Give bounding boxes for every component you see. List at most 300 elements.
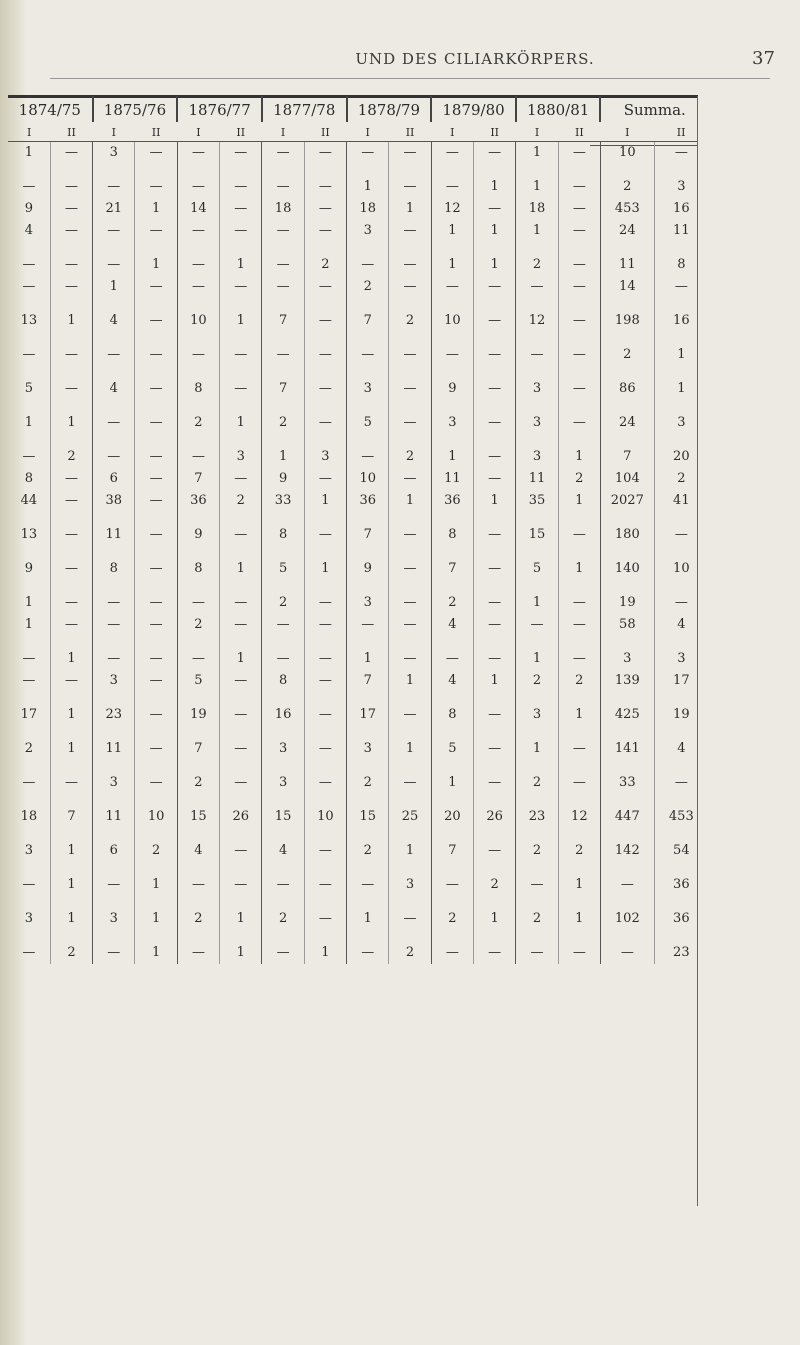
- table-cell: —: [600, 874, 654, 896]
- table-cell: 2: [431, 908, 473, 930]
- spacer-cell: [474, 512, 516, 524]
- table-cell: 3: [93, 908, 135, 930]
- table-cell: 11: [93, 738, 135, 760]
- table-cell: 10: [135, 806, 177, 828]
- table-cell: 10: [654, 558, 708, 580]
- table-cell: 1: [474, 670, 516, 692]
- table-cell: —: [389, 142, 431, 164]
- sub-header-ii: II: [236, 125, 246, 139]
- table-cell: —: [304, 468, 346, 490]
- spacer-cell: [431, 896, 473, 908]
- table-cell: —: [654, 524, 708, 546]
- row-spacer: [8, 366, 708, 378]
- table-cell: —: [262, 942, 304, 964]
- table-cell: 35: [516, 490, 558, 512]
- table-cell: 1: [516, 648, 558, 670]
- table-cell: 2: [177, 908, 219, 930]
- table-row: [8, 704, 708, 726]
- table-cell: 1: [347, 908, 389, 930]
- spacer-cell: [389, 400, 431, 412]
- spacer-cell: [516, 332, 558, 344]
- spacer-cell: [262, 930, 304, 942]
- spacer-cell: [220, 366, 262, 378]
- table-cell: —: [135, 490, 177, 512]
- table-cell: —: [654, 772, 708, 794]
- table-cell: 17: [20, 707, 38, 722]
- table-cell: —: [474, 378, 516, 400]
- sub-header-i: I: [534, 125, 540, 139]
- table-cell: 15: [516, 524, 558, 546]
- table-cell: —: [50, 344, 92, 366]
- sub-header-i: I: [450, 125, 455, 139]
- spacer-cell: [93, 930, 135, 942]
- table-cell: —: [22, 877, 36, 892]
- spacer-cell: [8, 896, 50, 908]
- table-row: [8, 840, 708, 862]
- spacer-cell: [474, 400, 516, 412]
- table-cell: —: [220, 524, 262, 546]
- spacer-cell: [558, 164, 600, 176]
- spacer-cell: [516, 636, 558, 648]
- spacer-cell: [135, 298, 177, 310]
- table-cell: 36: [654, 908, 708, 930]
- table-cell: 2: [220, 490, 262, 512]
- table-cell: 18: [20, 809, 38, 824]
- table-cell: —: [558, 378, 600, 400]
- table-cell: —: [135, 592, 177, 614]
- sub-header-i: I: [280, 125, 286, 139]
- table-cell: 425: [600, 704, 654, 726]
- table-cell: —: [262, 648, 304, 670]
- table-cell: —: [262, 614, 304, 636]
- spacer-cell: [50, 794, 92, 806]
- table-cell: 1: [389, 738, 431, 760]
- spacer-cell: [347, 512, 389, 524]
- spacer-cell: [135, 794, 177, 806]
- spacer-cell: [93, 896, 135, 908]
- table-cell: 2: [262, 592, 304, 614]
- table-cell: —: [262, 344, 304, 366]
- spacer-cell: [347, 692, 389, 704]
- year-header: 1878/79: [347, 96, 432, 122]
- table-cell: —: [177, 592, 219, 614]
- table-cell: —: [558, 310, 600, 332]
- sub-header-ii: II: [151, 125, 161, 139]
- spacer-cell: [135, 636, 177, 648]
- year-header: 1879/80: [431, 96, 516, 122]
- row-spacer: [8, 692, 708, 704]
- spacer-cell: [347, 400, 389, 412]
- table-cell: —: [50, 142, 92, 164]
- table-cell: 3: [347, 220, 389, 242]
- spacer-cell: [600, 242, 654, 254]
- table-cell: —: [93, 220, 135, 242]
- spacer-cell: [135, 164, 177, 176]
- table-cell: —: [304, 592, 346, 614]
- table-cell: —: [220, 670, 262, 692]
- spacer-cell: [262, 760, 304, 772]
- table-cell: 1: [135, 254, 177, 276]
- row-spacer: [8, 726, 708, 738]
- table-cell: 1: [558, 908, 600, 930]
- table-cell: 1: [431, 254, 473, 276]
- table-cell: —: [389, 524, 431, 546]
- spacer-cell: [8, 580, 50, 592]
- table-cell: —: [220, 704, 262, 726]
- spacer-cell: [220, 434, 262, 446]
- sub-header-ii: II: [574, 125, 584, 139]
- spacer-cell: [558, 726, 600, 738]
- table-cell: —: [389, 468, 431, 490]
- table-cell: 1: [220, 412, 262, 434]
- spacer-cell: [50, 400, 92, 412]
- table-cell: —: [220, 772, 262, 794]
- spacer-cell: [50, 366, 92, 378]
- spacer-cell: [654, 366, 708, 378]
- table-cell: —: [304, 310, 346, 332]
- table-cell: 1: [93, 276, 135, 298]
- table-cell: 11: [93, 806, 135, 828]
- spacer-cell: [50, 692, 92, 704]
- row-spacer: [8, 400, 708, 412]
- table-cell: 26: [220, 806, 262, 828]
- table-cell: 1: [220, 254, 262, 276]
- table-cell: —: [177, 344, 219, 366]
- table-cell: 19: [600, 592, 654, 614]
- spacer-cell: [135, 366, 177, 378]
- table-cell: —: [93, 412, 135, 434]
- table-cell: 2: [262, 412, 304, 434]
- spacer-cell: [177, 760, 219, 772]
- spacer-cell: [516, 434, 558, 446]
- spacer-cell: [600, 512, 654, 524]
- spacer-cell: [8, 512, 50, 524]
- spacer-cell: [262, 400, 304, 412]
- spacer-cell: [347, 332, 389, 344]
- table-cell: 1: [474, 490, 516, 512]
- table-cell: —: [135, 142, 177, 164]
- table-cell: —: [389, 614, 431, 636]
- table-cell: —: [304, 412, 346, 434]
- table-cell: —: [93, 614, 135, 636]
- spacer-cell: [516, 400, 558, 412]
- table-cell: —: [558, 412, 600, 434]
- spacer-cell: [135, 512, 177, 524]
- table-cell: 10: [600, 142, 654, 164]
- table-cell: —: [93, 874, 135, 896]
- table-cell: —: [431, 344, 473, 366]
- row-spacer: [8, 546, 708, 558]
- spacer-cell: [600, 332, 654, 344]
- table-cell: 41: [654, 490, 708, 512]
- spacer-cell: [262, 862, 304, 874]
- table-cell: —: [135, 614, 177, 636]
- table-cell: —: [135, 344, 177, 366]
- table-cell: 1: [262, 446, 304, 468]
- table-cell: —: [431, 276, 473, 298]
- spacer-cell: [93, 164, 135, 176]
- spacer-cell: [558, 580, 600, 592]
- spacer-cell: [93, 760, 135, 772]
- row-spacer: [8, 760, 708, 772]
- table-cell: 1: [389, 840, 431, 862]
- spacer-cell: [135, 896, 177, 908]
- spacer-cell: [50, 298, 92, 310]
- spacer-cell: [50, 726, 92, 738]
- table-cell: —: [558, 738, 600, 760]
- sub-header-i: I: [625, 125, 630, 139]
- row-spacer: [8, 930, 708, 942]
- table-cell: —: [262, 254, 304, 276]
- spacer-cell: [558, 692, 600, 704]
- spacer-cell: [558, 760, 600, 772]
- table-cell: 15: [262, 806, 304, 828]
- spacer-cell: [347, 828, 389, 840]
- spacer-cell: [654, 692, 708, 704]
- table-cell: —: [304, 704, 346, 726]
- table-cell: 3: [654, 648, 708, 670]
- table-row: [8, 942, 708, 964]
- table-body: [8, 142, 708, 964]
- table-cell: —: [304, 908, 346, 930]
- spacer-cell: [558, 434, 600, 446]
- spacer-cell: [654, 580, 708, 592]
- spacer-cell: [474, 580, 516, 592]
- table-cell: 18: [516, 198, 558, 220]
- table-cell: 7: [600, 446, 654, 468]
- table-cell: —: [474, 648, 516, 670]
- table-cell: 4: [177, 840, 219, 862]
- table-cell: 1: [50, 908, 92, 930]
- spacer-cell: [135, 726, 177, 738]
- spacer-cell: [220, 794, 262, 806]
- spacer-cell: [220, 298, 262, 310]
- table-cell: 1: [431, 220, 473, 242]
- sub-header-i: I: [111, 125, 116, 139]
- table-cell: 142: [600, 840, 654, 862]
- spacer-cell: [516, 794, 558, 806]
- table-cell: —: [135, 176, 177, 198]
- spacer-cell: [654, 298, 708, 310]
- statistics-table: [8, 96, 708, 964]
- table-cell: 1: [347, 176, 389, 198]
- table-cell: —: [304, 772, 346, 794]
- spacer-cell: [135, 546, 177, 558]
- table-cell: 3: [93, 670, 135, 692]
- spacer-cell: [347, 930, 389, 942]
- table-cell: 7: [431, 558, 473, 580]
- spacer-cell: [135, 580, 177, 592]
- table-cell: 2: [558, 840, 600, 862]
- table-cell: 12: [558, 806, 600, 828]
- table-cell: 4: [431, 670, 473, 692]
- spacer-cell: [654, 862, 708, 874]
- table-cell: 44: [20, 493, 38, 508]
- table-cell: —: [654, 276, 708, 298]
- table-cell: —: [93, 648, 135, 670]
- table-cell: 14: [177, 198, 219, 220]
- table-cell: 9: [177, 524, 219, 546]
- spacer-cell: [220, 930, 262, 942]
- table-cell: 2: [431, 592, 473, 614]
- spacer-cell: [600, 692, 654, 704]
- table-cell: —: [389, 648, 431, 670]
- table-cell: —: [220, 592, 262, 614]
- spacer-cell: [304, 930, 346, 942]
- table-cell: —: [177, 942, 219, 964]
- spacer-cell: [177, 794, 219, 806]
- spacer-cell: [431, 930, 473, 942]
- table-cell: 2: [600, 344, 654, 366]
- spacer-cell: [347, 366, 389, 378]
- spacer-cell: [558, 400, 600, 412]
- table-cell: 1: [24, 617, 34, 632]
- year-header: 1880/81: [516, 96, 601, 122]
- spacer-cell: [389, 298, 431, 310]
- spacer-cell: [262, 366, 304, 378]
- spacer-cell: [177, 332, 219, 344]
- table-cell: 1: [516, 220, 558, 242]
- spacer-cell: [50, 332, 92, 344]
- spacer-cell: [516, 828, 558, 840]
- table-cell: —: [474, 276, 516, 298]
- table-cell: —: [177, 220, 219, 242]
- table-cell: —: [474, 446, 516, 468]
- spacer-cell: [600, 580, 654, 592]
- table-cell: —: [220, 874, 262, 896]
- spacer-cell: [304, 636, 346, 648]
- table-cell: —: [304, 176, 346, 198]
- table-cell: 3: [93, 772, 135, 794]
- table-cell: —: [431, 648, 473, 670]
- table-cell: 4: [93, 378, 135, 400]
- spacer-cell: [389, 434, 431, 446]
- table-cell: —: [135, 378, 177, 400]
- table-cell: —: [347, 614, 389, 636]
- table-cell: 36: [654, 874, 708, 896]
- spacer-cell: [558, 930, 600, 942]
- table-cell: —: [135, 704, 177, 726]
- spacer-cell: [389, 862, 431, 874]
- spacer-cell: [93, 794, 135, 806]
- table-cell: —: [347, 446, 389, 468]
- spacer-cell: [50, 164, 92, 176]
- table-cell: —: [50, 524, 92, 546]
- table-cell: 4: [24, 223, 34, 238]
- table-cell: 3: [389, 874, 431, 896]
- spacer-cell: [431, 692, 473, 704]
- row-spacer: [8, 580, 708, 592]
- spacer-cell: [304, 580, 346, 592]
- spacer-cell: [304, 242, 346, 254]
- table-cell: —: [93, 592, 135, 614]
- table-cell: 13: [20, 313, 38, 328]
- spacer-cell: [431, 400, 473, 412]
- table-cell: 1: [304, 558, 346, 580]
- table-cell: —: [304, 276, 346, 298]
- table-cell: 36: [431, 490, 473, 512]
- table-cell: —: [50, 176, 92, 198]
- spacer-cell: [304, 794, 346, 806]
- table-cell: 1: [50, 840, 92, 862]
- spacer-cell: [516, 726, 558, 738]
- table-cell: —: [304, 142, 346, 164]
- table-cell: —: [177, 446, 219, 468]
- spacer-cell: [558, 366, 600, 378]
- spacer-cell: [177, 896, 219, 908]
- table-cell: 4: [262, 840, 304, 862]
- spacer-cell: [262, 434, 304, 446]
- spacer-cell: [93, 298, 135, 310]
- table-cell: —: [220, 738, 262, 760]
- spacer-cell: [474, 332, 516, 344]
- table-cell: 20: [654, 446, 708, 468]
- spacer-cell: [516, 164, 558, 176]
- spacer-cell: [304, 512, 346, 524]
- sub-header-i: I: [26, 125, 32, 139]
- spacer-cell: [474, 546, 516, 558]
- spacer-cell: [93, 726, 135, 738]
- table-cell: —: [558, 276, 600, 298]
- table-cell: —: [135, 220, 177, 242]
- table-cell: —: [135, 276, 177, 298]
- spacer-cell: [177, 546, 219, 558]
- spacer-cell: [654, 242, 708, 254]
- table-cell: 1: [220, 310, 262, 332]
- spacer-cell: [389, 332, 431, 344]
- table-row: [8, 738, 708, 760]
- table-cell: —: [50, 670, 92, 692]
- spacer-cell: [431, 242, 473, 254]
- table-cell: —: [262, 142, 304, 164]
- spacer-cell: [220, 636, 262, 648]
- table-cell: 7: [262, 378, 304, 400]
- spacer-cell: [558, 298, 600, 310]
- spacer-cell: [389, 636, 431, 648]
- table-cell: —: [50, 772, 92, 794]
- spacer-cell: [8, 636, 50, 648]
- table-cell: —: [389, 220, 431, 242]
- table-cell: 8: [93, 558, 135, 580]
- table-cell: 3: [516, 378, 558, 400]
- table-cell: 1: [558, 558, 600, 580]
- spacer-cell: [93, 332, 135, 344]
- spacer-cell: [8, 242, 50, 254]
- table-cell: 5: [177, 670, 219, 692]
- spacer-cell: [8, 366, 50, 378]
- table-cell: —: [135, 412, 177, 434]
- table-cell: —: [474, 524, 516, 546]
- sub-header-ii: II: [676, 125, 686, 139]
- table-cell: —: [558, 142, 600, 164]
- spacer-cell: [220, 332, 262, 344]
- table-row: [8, 344, 708, 366]
- row-spacer: [8, 896, 708, 908]
- spacer-cell: [474, 760, 516, 772]
- table-cell: 15: [347, 806, 389, 828]
- spacer-cell: [389, 512, 431, 524]
- spacer-cell: [516, 512, 558, 524]
- sub-header-ii: II: [321, 125, 330, 139]
- table-cell: 23: [93, 704, 135, 726]
- table-cell: 3: [347, 592, 389, 614]
- table-cell: 17: [654, 670, 708, 692]
- spacer-cell: [654, 434, 708, 446]
- header-rule: [50, 78, 770, 79]
- table-cell: —: [220, 198, 262, 220]
- spacer-cell: [304, 332, 346, 344]
- table-cell: 1: [431, 772, 473, 794]
